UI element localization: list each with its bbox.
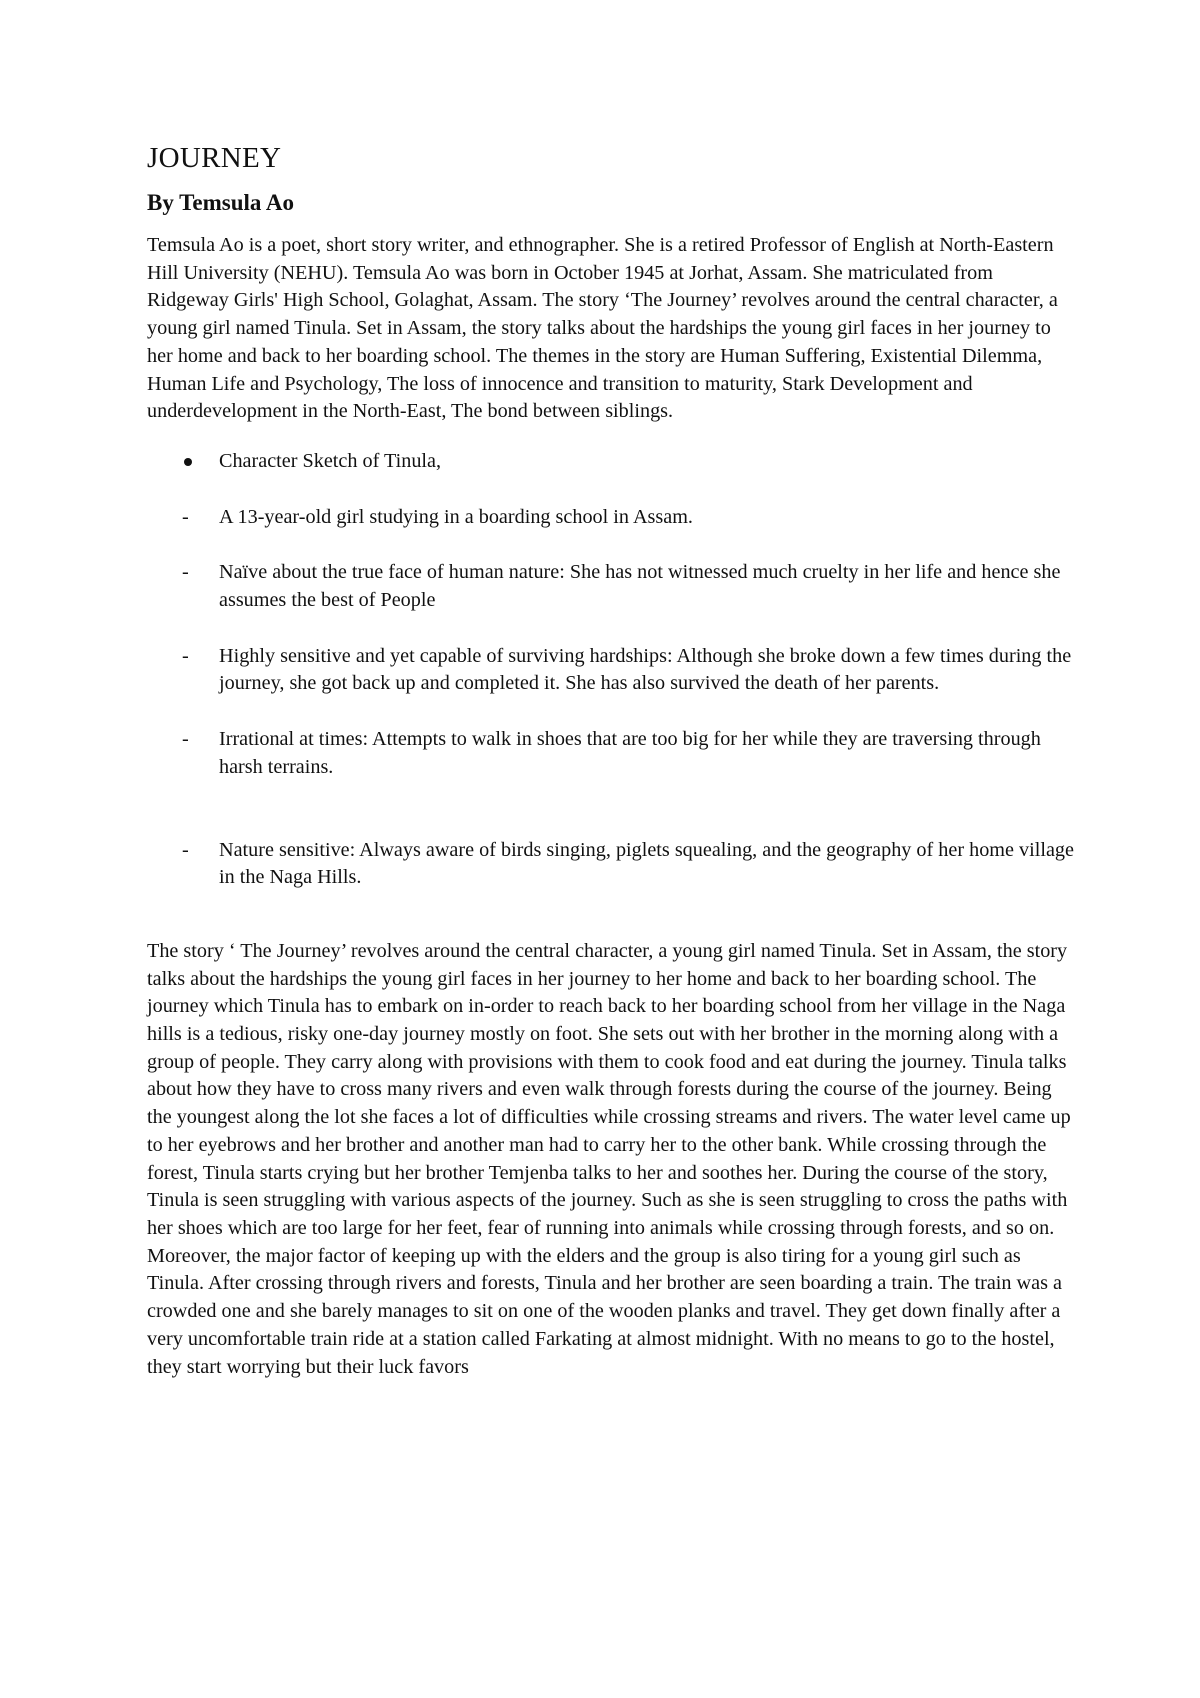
document-page [147, 140, 1077, 1381]
intro-paragraph: Temsula Ao is a poet, short story writer, and ethnographer. She is a retired Professor of English at North-Eastern Hill University (NEHU). Temsula Ao was born in October 1945 at Jorhat, Assam. She matriculated from Ridgeway Girls' High School, Golaghat, Assam. The story ‘The Journey’ revolves around the central character, a young girl named Tinula. Set in Assam, the story talks about the hardships the young girl faces in her journey to her home and back to her boarding school. The themes in the story are Human Suffering, Existential Dilemma, Human Life and Psychology, The loss of innocence and transition to maturity, Stark Development and underdevelopment in the North-East, The bond between siblings. [147, 234, 1058, 423]
trait-text: A 13-year-old girl studying in a boarding school in Assam. [219, 505, 693, 528]
author-byline: By Temsula Ao [147, 190, 294, 215]
character-sketch-list [147, 448, 1077, 892]
bullet-heading-text: Character Sketch of Tinula, [219, 449, 442, 472]
trait-text: Naïve about the true face of human nature: She has not witnessed much cruelty in her life and hence she assumes the best of People [219, 561, 1061, 612]
document-title: JOURNEY [147, 142, 282, 174]
list-item-trait [147, 559, 1077, 614]
list-item-trait [147, 643, 1077, 698]
list-item-trait [147, 504, 1077, 532]
bullet-dot-icon [184, 458, 192, 466]
dash-marker: - [182, 838, 189, 861]
trait-text: Irrational at times: Attempts to walk in shoes that are too big for her while they are traversing through harsh terrains. [219, 728, 1041, 778]
dash-marker: - [182, 644, 189, 667]
dash-marker: - [182, 728, 189, 751]
trait-text: Highly sensitive and yet capable of surviving hardships: Although she broke down a few times during the journey, she got back up and completed it. She has also survived the death of her parents. [219, 644, 1072, 695]
dash-marker: - [182, 505, 189, 528]
summary-paragraph: The story ‘ The Journey’ revolves around the central character, a young girl named Tinula. Set in Assam, the story talks about the hardships the young girl faces in her journey to her home and back to her boarding school. The journey which Tinula has to embark on in-order to reach back to her boarding school from her village in the Naga hills is a tedious, risky one-day journey mostly on foot. She sets out with her brother in the morning along with a group of people. They carry along with provisions with them to cook food and eat during the journey. Tinula talks about how they have to cross many rivers and even walk through forests during the course of the journey. Being the youngest along the lot she faces a lot of difficulties while crossing streams and rivers. The water level came up to her eyebrows and her brother and another man had to carry her to the other bank. While crossing through the forest, Tinula starts crying but her brother Temjenba talks to her and soothes her. During the course of the story, Tinula is seen struggling with various aspects of the journey. Such as she is seen struggling to cross the paths with her shoes which are too large for her feet, fear of running into animals while crossing through forests, and so on. Moreover, the major factor of keeping up with the elders and the group is also tiring for a young girl such as Tinula. After crossing through rivers and forests, Tinula and her brother are seen boarding a train. The train was a crowded one and she barely manages to sit on one of the wooden planks and travel. They get down finally after a very uncomfortable train ride at a station called Farkating at almost midnight. With no means to go to the hostel, they start worrying but their luck favors [147, 939, 1071, 1378]
trait-text: Nature sensitive: Always aware of birds singing, piglets squealing, and the geography of her home village in the Naga Hills. [219, 838, 1074, 889]
dash-marker: - [182, 561, 189, 584]
list-item-bullet-heading [147, 448, 1077, 476]
list-item-trait [147, 726, 1077, 781]
list-item-trait [147, 837, 1077, 892]
